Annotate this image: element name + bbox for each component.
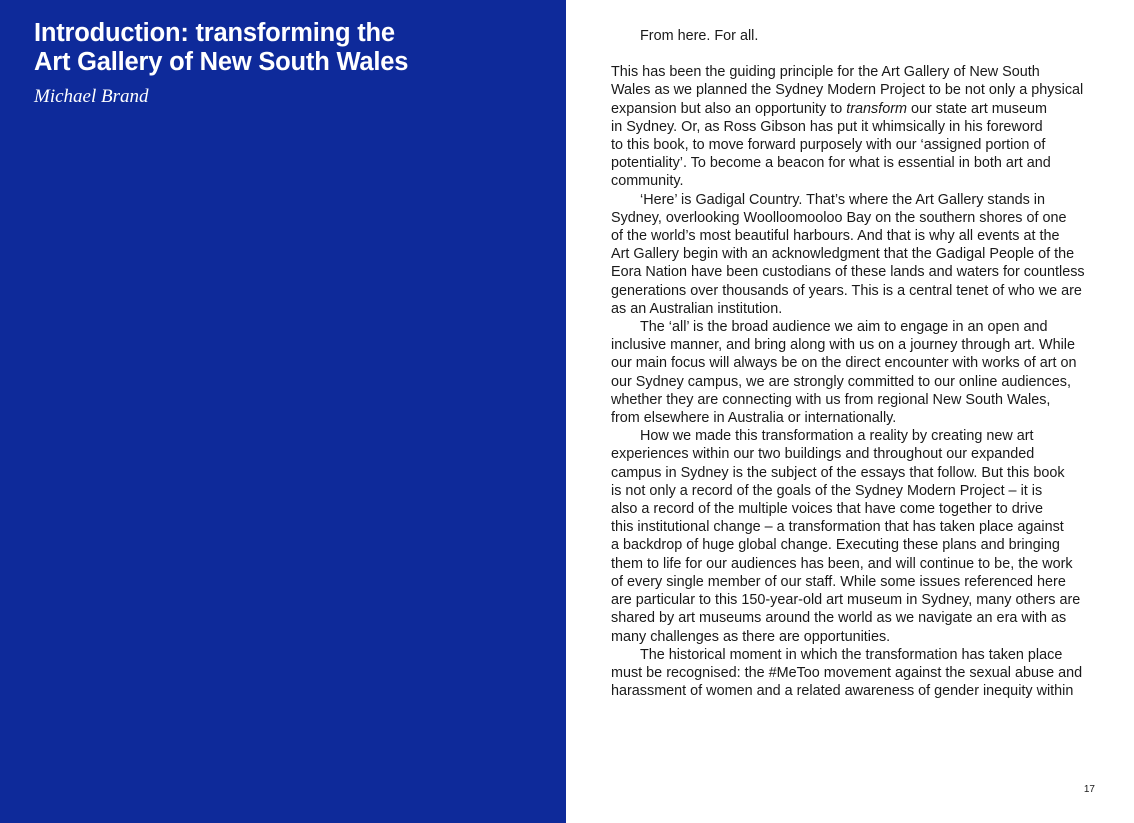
text-line: is not only a record of the goals of the Sydney Modern Project – it is: [611, 482, 1043, 499]
text-line: this institutional change – a transformation that has taken place against: [611, 519, 1064, 536]
text-line: Art Gallery begin with an acknowledgment that the Gadigal People of the: [611, 246, 1075, 263]
text-line: our Sydney campus, we are strongly committed to our online audiences,: [611, 373, 1071, 390]
text-line: campus in Sydney is the subject of the essays that follow. But this book: [611, 464, 1065, 481]
paragraph: [611, 427, 1103, 645]
text-line: a backdrop of huge global change. Executing these plans and bringing: [611, 537, 1060, 554]
text-line: ‘Here’ is Gadigal Country. That’s where the Art Gallery stands in: [640, 191, 1045, 208]
text-line: to this book, to move forward purposely with our ‘assigned portion of: [611, 137, 1046, 154]
text-line: them to life for our audiences has been, and will continue to be, the work: [611, 555, 1073, 572]
text-line: expansion but also an opportunity to transform our state art museum: [611, 100, 1047, 117]
text-line: of the world’s most beautiful harbours. And that is why all events at the: [611, 228, 1060, 245]
chapter-title: Introduction: transforming the Art Gallery of New South Wales: [34, 19, 409, 76]
right-page: [566, 0, 1134, 823]
paragraph: [611, 318, 1103, 427]
epigraph: From here. For all.: [640, 28, 759, 44]
text-line: in Sydney. Or, as Ross Gibson has put it whimsically in his foreword: [611, 118, 1043, 135]
text-line: of every single member of our staff. While some issues referenced here: [611, 573, 1066, 590]
emphasis: transform: [846, 100, 907, 117]
author-name: Michael Brand: [34, 86, 149, 107]
text-line: inclusive manner, and bring along with us on a journey through art. While: [611, 337, 1075, 354]
text-line: Wales as we planned the Sydney Modern Project to be not only a physical: [611, 82, 1084, 99]
text-line: experiences within our two buildings and throughout our expanded: [611, 446, 1035, 463]
text-line: as an Australian institution.: [611, 300, 783, 317]
paragraph: [611, 191, 1103, 318]
text-line: This has been the guiding principle for the Art Gallery of New South: [611, 64, 1040, 81]
text-line: Sydney, overlooking Woolloomooloo Bay on the southern shores of one: [611, 209, 1067, 226]
text-line: whether they are connecting with us from regional New South Wales,: [611, 391, 1051, 408]
text-line: from elsewhere in Australia or internationally.: [611, 410, 897, 427]
text-line: How we made this transformation a reality by creating new art: [640, 428, 1034, 445]
text-line: are particular to this 150-year-old art museum in Sydney, many others are: [611, 592, 1081, 609]
text-line: Eora Nation have been custodians of these lands and waters for countless: [611, 264, 1085, 281]
text-line: community.: [611, 173, 684, 190]
text-line: many challenges as there are opportunities.: [611, 628, 891, 645]
body-text: [611, 27, 1103, 700]
text-line: shared by art museums around the world as we navigate an era with as: [611, 610, 1067, 627]
paragraph: [611, 63, 1103, 190]
text-line: must be recognised: the #MeToo movement against the sexual abuse and: [611, 664, 1083, 681]
text-line: also a record of the multiple voices that have come together to drive: [611, 501, 1043, 518]
page-number: 17: [1083, 784, 1095, 795]
text-line: The historical moment in which the transformation has taken place: [640, 646, 1063, 663]
text-line: potentiality’. To become a beacon for what is essential in both art and: [611, 155, 1051, 172]
paragraph: [611, 646, 1103, 701]
paragraphs: [611, 63, 1103, 700]
left-page: [0, 0, 566, 823]
text-line: harassment of women and a related awareness of gender inequity within: [611, 683, 1074, 700]
text-line: The ‘all’ is the broad audience we aim to engage in an open and: [640, 319, 1048, 336]
text-line: generations over thousands of years. This is a central tenet of who we are: [611, 282, 1082, 299]
text-line: our main focus will always be on the direct encounter with works of art on: [611, 355, 1077, 372]
